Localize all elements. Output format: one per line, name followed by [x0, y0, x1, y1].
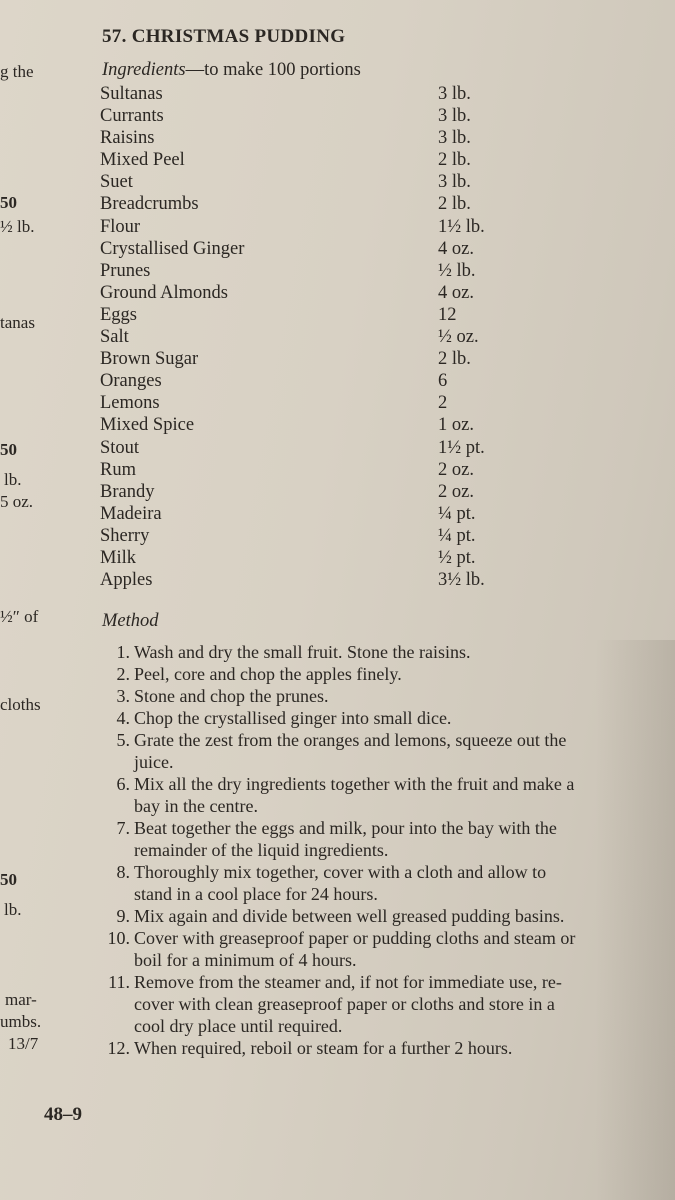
ingredient-quantity: ½ lb. [438, 260, 476, 281]
step-text: Grate the zest from the oranges and lemons, squeeze out the juice. [134, 730, 567, 772]
ingredient-name: Oranges [100, 371, 162, 392]
step-text: Cover with greaseproof paper or pudding cloths and steam or boil for a minimum of 4 hours. [134, 928, 576, 970]
ingredient-row [100, 547, 520, 569]
ingredient-quantity: 4 oz. [438, 282, 474, 303]
margin-fragment: umbs. [0, 1012, 42, 1031]
method-step [100, 1037, 585, 1059]
ingredients-portions: —to make 100 portions [185, 60, 361, 80]
step-number: 1. [116, 642, 130, 662]
step-number: 3. [116, 686, 130, 706]
ingredient-row [100, 304, 520, 326]
margin-fragment: g the [0, 62, 34, 81]
method-step [100, 729, 585, 773]
ingredient-quantity: 4 oz. [438, 238, 474, 259]
ingredient-name: Milk [100, 547, 136, 568]
method-step [100, 773, 585, 817]
ingredient-row [100, 105, 520, 127]
method-step [100, 663, 585, 685]
ingredient-quantity: 6 [438, 371, 448, 392]
ingredient-name: Eggs [100, 304, 137, 325]
step-text: Remove from the steamer and, if not for immediate use, re-cover with clean greaseproof paper or cloths and store in a cool dry place until required. [134, 972, 562, 1036]
ingredient-name: Brandy [100, 481, 155, 502]
ingredient-quantity: 2 [438, 393, 448, 414]
ingredient-name: Apples [100, 570, 153, 591]
ingredient-name: Stout [100, 437, 140, 458]
ingredient-row [100, 282, 520, 304]
ingredient-quantity: 2 lb. [438, 150, 471, 171]
ingredient-name: Prunes [100, 260, 151, 281]
ingredient-name: Flour [100, 216, 141, 237]
method-step [100, 905, 585, 927]
step-text: Beat together the eggs and milk, pour into the bay with the remainder of the liquid ingredients. [134, 818, 557, 860]
ingredient-name: Mixed Spice [100, 415, 195, 436]
margin-fragment: cloths [0, 695, 41, 714]
ingredients-heading [102, 60, 361, 81]
ingredient-quantity: 12 [438, 304, 457, 325]
ingredient-quantity: ¼ pt. [438, 525, 476, 546]
ingredient-row [100, 370, 520, 392]
method-step [100, 971, 585, 1037]
ingredient-row [100, 149, 520, 171]
ingredient-row [100, 326, 520, 348]
ingredient-row [100, 569, 520, 591]
margin-fragment: 50 [0, 193, 17, 212]
margin-fragment: tanas [0, 313, 35, 332]
step-text: Chop the crystallised ginger into small dice. [134, 708, 452, 728]
ingredient-quantity: 2 lb. [438, 194, 471, 215]
ingredient-name: Brown Sugar [100, 349, 199, 370]
page-number: 48–9 [44, 1104, 82, 1125]
ingredient-quantity: 2 lb. [438, 349, 471, 370]
ingredients-label: Ingredients [102, 60, 186, 80]
previous-page-fragments [0, 0, 60, 1200]
method-step [100, 927, 585, 971]
ingredient-name: Lemons [100, 393, 160, 414]
ingredient-quantity: 3 lb. [438, 128, 471, 149]
margin-fragment: lb. [4, 470, 22, 489]
step-text: Peel, core and chop the apples finely. [134, 664, 402, 684]
ingredient-row [100, 83, 520, 105]
ingredient-name: Suet [100, 172, 133, 193]
ingredient-quantity: 2 oz. [438, 459, 474, 480]
ingredient-quantity: 1½ lb. [438, 216, 485, 237]
ingredient-name: Raisins [100, 128, 155, 149]
margin-fragment: 13/7 [8, 1034, 39, 1053]
ingredient-name: Currants [100, 106, 164, 127]
step-number: 8. [116, 862, 130, 882]
ingredient-name: Madeira [100, 503, 162, 524]
ingredient-row [100, 193, 520, 215]
step-number: 9. [116, 906, 130, 926]
ingredient-name: Crystallised Ginger [100, 238, 245, 259]
step-text: Mix again and divide between well greased pudding basins. [134, 906, 565, 926]
step-text: Thoroughly mix together, cover with a cloth and allow to stand in a cool place for 24 hours. [134, 862, 547, 904]
ingredient-name: Breadcrumbs [100, 194, 199, 215]
ingredient-row [100, 459, 520, 481]
ingredient-name: Salt [100, 327, 129, 348]
margin-fragment: ½ lb. [0, 217, 35, 236]
ingredient-name: Sultanas [100, 84, 163, 104]
ingredient-quantity: 1½ pt. [438, 437, 485, 458]
ingredient-row [100, 348, 520, 370]
ingredient-row [100, 392, 520, 414]
step-number: 5. [116, 730, 130, 750]
recipe-title: 57. CHRISTMAS PUDDING [102, 26, 346, 47]
ingredient-quantity: ½ oz. [438, 327, 479, 348]
ingredient-row [100, 127, 520, 149]
margin-fragment: 50 [0, 870, 17, 889]
ingredient-row [100, 414, 520, 436]
margin-fragment: mar- [5, 990, 37, 1009]
ingredient-row [100, 216, 520, 238]
ingredient-row [100, 260, 520, 282]
ingredient-name: Sherry [100, 525, 150, 546]
step-text: When required, reboil or steam for a further 2 hours. [134, 1038, 513, 1058]
ingredient-quantity: 3 lb. [438, 106, 471, 127]
ingredient-quantity: ½ pt. [438, 547, 476, 568]
ingredient-row [100, 525, 520, 547]
method-step [100, 707, 585, 729]
margin-fragment: 50 [0, 440, 17, 459]
ingredient-row [100, 171, 520, 193]
method-step [100, 641, 585, 663]
step-number: 11. [108, 972, 130, 992]
margin-fragment: 5 oz. [0, 492, 34, 511]
method-step [100, 861, 585, 905]
step-number: 2. [116, 664, 130, 684]
step-number: 4. [116, 708, 130, 728]
ingredient-quantity: 1 oz. [438, 415, 474, 436]
ingredient-name: Rum [100, 459, 136, 480]
ingredient-quantity: 3½ lb. [438, 570, 485, 591]
step-number: 10. [107, 928, 130, 948]
margin-fragment: lb. [4, 900, 22, 919]
method-heading: Method [102, 611, 159, 631]
ingredient-row [100, 503, 520, 525]
ingredient-quantity: 3 lb. [438, 84, 471, 104]
method-step [100, 685, 585, 707]
step-text: Wash and dry the small fruit. Stone the raisins. [134, 642, 471, 662]
margin-fragment: ½″ of [0, 607, 39, 626]
ingredient-row [100, 238, 520, 260]
method-step [100, 817, 585, 861]
ingredient-name: Ground Almonds [100, 282, 228, 303]
step-number: 12. [107, 1038, 130, 1058]
ingredient-name: Mixed Peel [100, 150, 185, 171]
step-number: 6. [116, 774, 130, 794]
step-text: Stone and chop the prunes. [134, 686, 329, 706]
step-text: Mix all the dry ingredients together with the fruit and make a bay in the centre. [134, 774, 575, 816]
method-steps [100, 641, 585, 1059]
ingredient-quantity: ¼ pt. [438, 503, 476, 524]
ingredients-list [100, 83, 520, 591]
step-number: 7. [116, 818, 130, 838]
page-shadow [595, 640, 675, 1200]
ingredient-quantity: 2 oz. [438, 481, 474, 502]
ingredient-row [100, 481, 520, 503]
ingredient-quantity: 3 lb. [438, 172, 471, 193]
ingredient-row [100, 437, 520, 459]
